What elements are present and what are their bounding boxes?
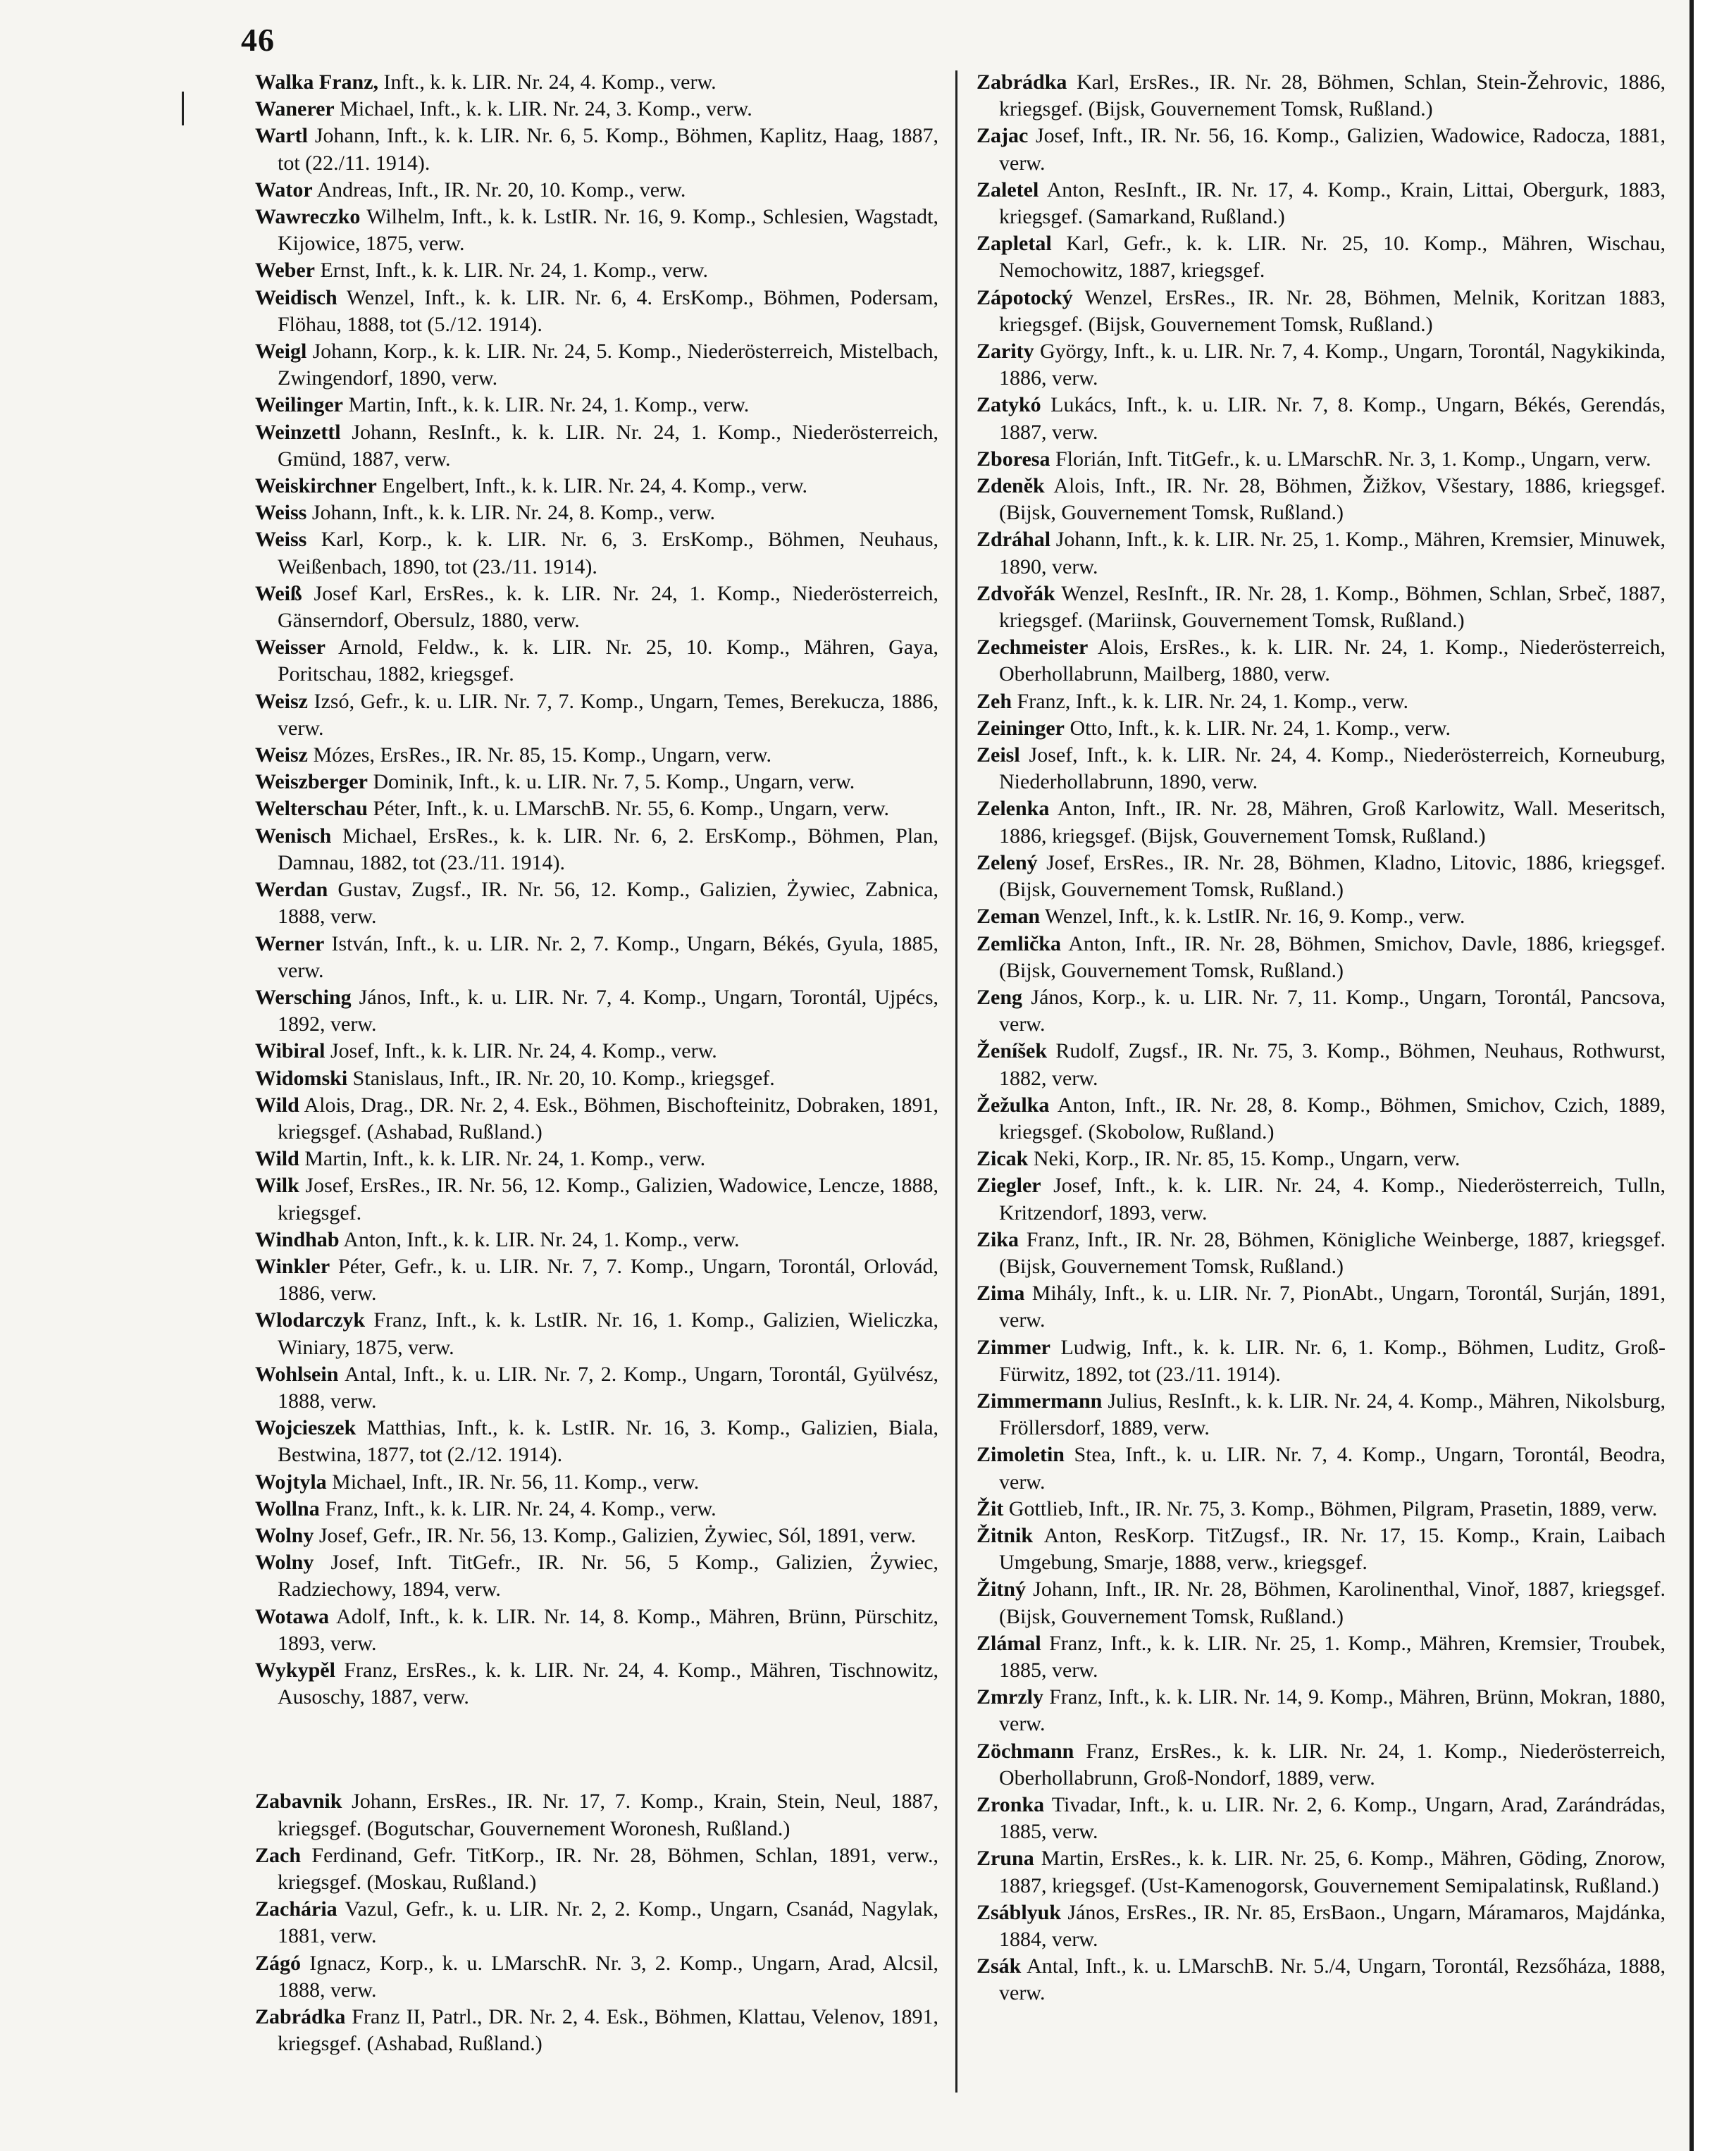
entry-details: Michael, ErsRes., k. k. LIR. Nr. 6, 2. ErsKomp., Böhmen, Plan, Damnau, 1882, tot (23./11. 1914). [278,824,938,874]
entry-details: Anton, ResInft., IR. Nr. 17, 4. Komp., Krain, Littai, Obergurk, 1883, kriegsgef. (Samarkand, Rußland.) [999,178,1666,229]
register-entry [255,1065,938,1092]
entry-surname: Zicak [976,1147,1029,1171]
entry-surname: Wilk [255,1174,299,1198]
entry-surname: Zaletel [976,178,1039,202]
entry-details: Ferdinand, Gefr. TitKorp., IR. Nr. 28, Böhmen, Schlan, 1891, verw., kriegsgef. (Moskau, Rußland.) [278,1843,939,1894]
register-entry [255,1307,938,1360]
entry-surname: Zdráhal [976,528,1051,552]
entry-details: Alois, Inft., IR. Nr. 28, Böhmen, Žižkov, Všestary, 1886, kriegsgef. (Bijsk, Gouvernement Tomsk, Rußland.) [999,474,1666,525]
register-entry [976,1684,1666,1737]
entry-details: Franz, Inft., IR. Nr. 28, Böhmen, Königliche Weinberge, 1887, kriegsgef. (Bijsk, Gouvernement Tomsk, Rußland.) [999,1227,1666,1278]
register-entry [255,688,938,742]
entry-surname: Zdvořák [976,581,1055,605]
entry-details: Inft., k. k. LIR. Nr. 24, 4. Komp., verw. [383,70,717,94]
entry-surname: Wolny [255,1551,314,1575]
entry-details: Johann, ErsRes., IR. Nr. 17, 7. Komp., Krain, Stein, Neul, 1887, kriegsgef. (Bogutschar, Gouvernement Woronesh, Rußland.) [278,1790,938,1840]
register-entry [255,1950,938,2004]
register-entry [255,285,938,338]
entry-surname: Zimmer [976,1335,1050,1359]
entry-details: Ernst, Inft., k. k. LIR. Nr. 24, 1. Komp., verw. [320,259,708,283]
entry-surname: Zelenka [976,797,1050,821]
entry-details: Franz, ErsRes., k. k. LIR. Nr. 24, 1. Komp., Niederösterreich, Oberhollabrunn, Groß-Nondorf, 1889, verw. [999,1739,1666,1790]
entry-surname: Zarity [976,340,1034,364]
entry-details: Wenzel, ResInft., IR. Nr. 28, 1. Komp., Böhmen, Schlan, Srbeč, 1887, kriegsgef. (Mariinsk, Gouvernement Tomsk, Rußland.) [999,581,1666,633]
register-entry [255,1227,938,1253]
entry-details: Anton, Inft., IR. Nr. 28, Böhmen, Smichov, Davle, 1886, kriegsgef. (Bijsk, Gouvernement Tomsk, Rußland.) [999,931,1666,982]
entry-details: Johann, Inft., k. k. LIR. Nr. 24, 8. Komp., verw. [311,501,716,525]
entry-details: Ignacz, Korp., k. u. LMarschR. Nr. 3, 2. Komp., Ungarn, Arad, Alcsil, 1888, verw. [278,1951,938,2002]
entry-surname: Wykypěl [255,1658,335,1682]
entry-details: Dominik, Inft., k. u. LIR. Nr. 7, 5. Komp., Ungarn, verw. [373,770,855,794]
entry-surname: Weigl [255,340,307,364]
register-entry [976,1442,1666,1495]
register-entry [976,931,1666,984]
entry-details: Wenzel, Inft., k. k. LIR. Nr. 6, 4. ErsKomp., Böhmen, Podersam, Flöhau, 1888, tot (5./12. 1914). [278,285,938,336]
entry-surname: Zeh [976,689,1012,713]
entry-surname: Weiss [255,501,307,525]
register-entry [255,823,938,876]
entry-surname: Weber [255,259,315,283]
entry-surname: Widomski [255,1066,348,1090]
entry-details: János, Korp., k. u. LIR. Nr. 7, 11. Komp., Ungarn, Torontál, Pancsova, verw. [999,985,1666,1036]
entry-surname: Zimoletin [976,1443,1065,1467]
entry-surname: Žitný [976,1577,1027,1601]
entry-details: Gustav, Zugsf., IR. Nr. 56, 12. Komp., Galizien, Żywiec, Zabnica, 1888, verw. [278,878,938,929]
register-entry [255,1361,938,1415]
entry-details: Anton, Inft., IR. Nr. 28, 8. Komp., Böhmen, Smichov, Czich, 1889, kriegsgef. (Skobolow, Rußland.) [999,1093,1666,1143]
entry-details: Neki, Korp., IR. Nr. 85, 15. Komp., Ungarn, verw. [1033,1147,1461,1171]
register-entry [976,688,1666,715]
section-gap [255,1711,938,1788]
entry-surname: Zeininger [976,716,1065,740]
register-entry [255,769,938,795]
register-entry [976,581,1666,634]
register-entry [976,392,1666,445]
register-entry [255,1146,938,1172]
entry-details: Péter, Gefr., k. u. LIR. Nr. 7, 7. Komp., Ungarn, Torontál, Orlovád, 1886, verw. [278,1254,938,1306]
entry-surname: Welterschau [255,797,368,821]
right-column [976,69,1666,2007]
register-entry [976,446,1666,473]
register-entry [976,69,1666,123]
entry-surname: Zach [255,1843,302,1867]
entry-surname: Wollna [255,1496,320,1520]
entry-details: Martin, Inft., k. k. LIR. Nr. 24, 1. Komp., verw. [348,393,750,417]
register-entry [255,984,938,1038]
entry-surname: Zboresa [976,447,1050,471]
entry-surname: Žit [976,1496,1004,1520]
entry-surname: Werdan [255,878,328,902]
entry-surname: Zeisl [976,743,1020,767]
entry-surname: Zöchmann [976,1739,1074,1763]
entry-surname: Zika [976,1227,1019,1251]
entry-details: György, Inft., k. u. LIR. Nr. 7, 4. Komp., Ungarn, Torontál, Nagykikinda, 1886, verw. [999,340,1666,390]
register-entry [976,1523,1666,1576]
entry-details: Franz, Inft., k. k. LIR. Nr. 25, 1. Komp., Mähren, Kremsier, Troubek, 1885, verw. [999,1631,1666,1682]
entry-details: Josef, Inft., k. k. LIR. Nr. 24, 4. Komp., verw. [330,1039,717,1063]
entry-details: Stanislaus, Inft., IR. Nr. 20, 10. Komp., kriegsgef. [352,1066,775,1090]
page-number: 46 [241,22,275,58]
register-entry [255,1469,938,1496]
entry-details: Franz, Inft., k. k. LIR. Nr. 24, 1. Komp., verw. [1017,689,1408,713]
entry-surname: Weiß [255,581,302,605]
register-entry [255,742,938,769]
entry-surname: Žitnik [976,1523,1034,1547]
register-entry [976,338,1666,392]
register-entry [976,795,1666,849]
entry-details: Josef, Inft., IR. Nr. 56, 16. Komp., Galizien, Wadowice, Radocza, 1881, verw. [999,124,1666,175]
register-entry [255,204,938,257]
entry-surname: Wator [255,178,313,202]
register-entry [976,984,1666,1038]
entry-details: Otto, Inft., k. k. LIR. Nr. 24, 1. Komp., verw. [1070,716,1451,740]
register-entry [255,1896,938,1949]
entry-surname: Walka Franz, [255,70,379,94]
entry-surname: Weilinger [255,393,343,417]
register-entry [255,473,938,500]
entry-details: Izsó, Gefr., k. u. LIR. Nr. 7, 7. Komp., Ungarn, Temes, Berekucza, 1886, verw. [278,689,938,740]
entry-details: Josef, Inft., k. k. LIR. Nr. 24, 4. Komp., Niederösterreich, Korneuburg, Niederhollabrunn, 1890, verw. [999,743,1666,794]
register-entry [255,338,938,392]
entry-details: Matthias, Inft., k. k. LstIR. Nr. 16, 3. Komp., Galizien, Biala, Bestwina, 1877, tot (2./12. 1914). [278,1416,939,1467]
entry-details: Engelbert, Inft., k. k. LIR. Nr. 24, 4. Komp., verw. [382,474,808,498]
register-entry [976,903,1666,930]
entry-details: Karl, Gefr., k. k. LIR. Nr. 25, 10. Komp., Mähren, Wischau, Nemochowitz, 1887, kriegsgef. [999,232,1666,283]
entry-details: Antal, Inft., k. u. LMarschB. Nr. 5./4, Ungarn, Torontál, Rezsőháza, 1888, verw. [999,1954,1666,2005]
register-entry [255,2004,938,2057]
entry-surname: Wersching [255,985,352,1009]
z-entries-list [255,1788,938,2057]
entry-surname: Zronka [976,1793,1045,1816]
entry-surname: Weidisch [255,285,337,309]
entry-details: Péter, Inft., k. u. LMarschB. Nr. 55, 6. Komp., Ungarn, verw. [373,797,890,821]
entry-details: Tivadar, Inft., k. u. LIR. Nr. 2, 6. Komp., Ungarn, Arad, Zarándrádas, 1885, verw. [999,1793,1666,1844]
entry-surname: Wartl [255,124,308,148]
register-entry [255,634,938,688]
entry-surname: Ziegler [976,1174,1041,1198]
entry-details: János, Inft., k. u. LIR. Nr. 7, 4. Komp., Ungarn, Torontál, Ujpécs, 1892, verw. [278,985,939,1036]
register-entry [976,742,1666,795]
entry-surname: Wlodarczyk [255,1308,366,1332]
entry-details: Wenzel, ErsRes., IR. Nr. 28, Böhmen, Melnik, Koritzan 1883, kriegsgef. (Bijsk, Gouvernement Tomsk, Rußland.) [999,285,1666,336]
register-entry [255,1842,938,1896]
register-entry [255,581,938,634]
entry-details: Arnold, Feldw., k. k. LIR. Nr. 25, 10. Komp., Mähren, Gaya, Poritschau, 1882, kriegsgef. [278,636,938,686]
register-entry [255,419,938,473]
entry-details: Julius, ResInft., k. k. LIR. Nr. 24, 4. Komp., Mähren, Nikolsburg, Fröllersdorf, 1889, verw. [999,1389,1666,1440]
register-entry [976,177,1666,230]
register-entry [255,1038,938,1065]
register-entry [255,1092,938,1146]
register-entry [976,850,1666,903]
register-entry [976,1953,1666,2007]
register-entry [976,1738,1666,1792]
entry-surname: Zimmermann [976,1389,1103,1413]
entry-surname: Weiss [255,528,307,552]
register-entry [255,526,938,580]
register-entry [976,1334,1666,1388]
entry-details: Johann, Inft., k. k. LIR. Nr. 6, 5. Komp., Böhmen, Kaplitz, Haag, 1887, tot (22./11. 1914). [278,124,939,175]
entry-surname: Zágó [255,1951,302,1975]
register-entry [976,1576,1666,1630]
entry-details: Johann, Inft., IR. Nr. 28, Böhmen, Karolinenthal, Vinoř, 1887, kriegsgef. (Bijsk, Gouvernement Tomsk, Rußland.) [999,1577,1666,1628]
register-entry [255,500,938,526]
entry-surname: Zsák [976,1954,1022,1978]
register-entry [255,1253,938,1307]
entry-details: Josef, Gefr., IR. Nr. 56, 13. Komp., Galizien, Żywiec, Sól, 1891, verw. [318,1523,916,1547]
register-entry [255,177,938,204]
entry-details: Wilhelm, Inft., k. k. LstIR. Nr. 16, 9. Komp., Schlesien, Wagstadt, Kijowice, 1875, verw. [278,205,938,256]
entry-details: Adolf, Inft., k. k. LIR. Nr. 14, 8. Komp., Mähren, Brünn, Pürschitz, 1893, verw. [278,1604,938,1655]
entry-details: Mihály, Inft., k. u. LIR. Nr. 7, PionAbt., Ungarn, Torontál, Surján, 1891, verw. [999,1282,1666,1332]
entry-details: Martin, Inft., k. k. LIR. Nr. 24, 1. Komp., verw. [304,1147,706,1171]
register-entry [976,715,1666,742]
entry-details: Gottlieb, Inft., IR. Nr. 75, 3. Komp., Böhmen, Pilgram, Prasetin, 1889, verw. [1008,1496,1658,1520]
entry-surname: Zima [976,1282,1025,1306]
entry-details: Franz, Inft., k. k. LIR. Nr. 14, 9. Komp., Mähren, Brünn, Mokran, 1880, verw. [999,1685,1666,1736]
entry-details: Johann, Inft., k. k. LIR. Nr. 25, 1. Komp., Mähren, Kremsier, Minuwek, 1890, verw. [999,528,1666,578]
entry-details: Antal, Inft., k. u. LIR. Nr. 7, 2. Komp., Ungarn, Torontál, Gyülvész, 1888, verw. [278,1362,938,1413]
register-entry [255,96,938,123]
entry-surname: Zabrádka [255,2005,346,2029]
entry-surname: Zemlička [976,931,1061,955]
register-entry [976,634,1666,688]
entry-details: Anton, ResKorp. TitZugsf., IR. Nr. 17, 15. Komp., Krain, Laibach Umgebung, Smarje, 1888, verw., kriegsgef. [999,1523,1666,1575]
entry-details: Karl, ErsRes., IR. Nr. 28, Böhmen, Schlan, Stein-Žehrovic, 1886, kriegsgef. (Bijsk, Gouvernement Tomsk, Rußland.) [999,70,1666,121]
register-entry [255,1415,938,1468]
entry-surname: Zabavnik [255,1790,342,1814]
register-entry [255,392,938,419]
register-entry [976,473,1666,526]
register-entry [976,1630,1666,1684]
register-entry [255,1172,938,1226]
entry-surname: Zatykó [976,393,1041,417]
entry-surname: Weisser [255,636,326,659]
entry-details: Karl, Korp., k. k. LIR. Nr. 6, 3. ErsKomp., Böhmen, Neuhaus, Weißenbach, 1890, tot (23./11. 1914). [278,528,938,578]
entry-surname: Wohlsein [255,1362,339,1386]
entry-surname: Weisz [255,743,308,767]
entry-details: Wenzel, Inft., k. k. LstIR. Nr. 16, 9. Komp., verw. [1044,905,1465,929]
register-entry [976,1899,1666,1953]
entry-surname: Žežulka [976,1093,1050,1117]
entry-details: Josef, ErsRes., IR. Nr. 28, Böhmen, Kladno, Litovic, 1886, kriegsgef. (Bijsk, Gouvernement Tomsk, Rußland.) [999,850,1666,902]
entry-surname: Wibiral [255,1039,326,1063]
register-entry [976,1388,1666,1442]
entry-surname: Zápotocký [976,285,1073,309]
entry-details: Franz, Inft., k. k. LIR. Nr. 24, 4. Komp., verw. [325,1496,717,1520]
register-entry [255,931,938,984]
entry-details: Lukács, Inft., k. u. LIR. Nr. 7, 8. Komp., Ungarn, Békés, Gerendás, 1887, verw. [999,393,1666,444]
entry-surname: Weinzettl [255,420,341,444]
entry-details: Mózes, ErsRes., IR. Nr. 85, 15. Komp., Ungarn, verw. [313,743,771,767]
register-entry [976,526,1666,580]
register-entry [255,1496,938,1523]
margin-mark [182,92,184,125]
entry-surname: Windhab [255,1227,340,1251]
entry-surname: Zruna [976,1847,1034,1871]
entry-details: Florián, Inft. TitGefr., k. u. LMarschR. Nr. 3, 1. Komp., Ungarn, verw. [1055,447,1651,471]
entry-surname: Weiszberger [255,770,368,794]
register-entry [976,1845,1666,1899]
entry-surname: Zabrádka [976,70,1067,94]
entry-surname: Zlámal [976,1631,1041,1655]
register-entry [976,1146,1666,1172]
entry-details: Michael, Inft., IR. Nr. 56, 11. Komp., verw. [332,1470,700,1494]
column-divider [955,70,957,2093]
register-entry [976,123,1666,176]
entry-surname: Zajac [976,124,1029,148]
entry-details: Franz, ErsRes., k. k. LIR. Nr. 24, 4. Komp., Mähren, Tischnowitz, Ausoschy, 1887, verw. [278,1658,938,1709]
entry-details: Ludwig, Inft., k. k. LIR. Nr. 6, 1. Komp., Böhmen, Luditz, Groß-Fürwitz, 1892, tot (23./11. 1914). [999,1335,1666,1386]
entry-surname: Zechmeister [976,636,1089,659]
entry-surname: Weisz [255,689,308,713]
entry-details: Alois, Drag., DR. Nr. 2, 4. Esk., Böhmen, Bischofteinitz, Dobraken, 1891, kriegsgef. (Ashabad, Rußland.) [278,1093,938,1143]
entry-details: Josef Karl, ErsRes., k. k. LIR. Nr. 24, 1. Komp., Niederösterreich, Gänserndorf, Obersulz, 1880, verw. [278,581,939,633]
entry-surname: Zapletal [976,232,1052,256]
register-entry [976,1092,1666,1146]
entry-surname: Wotawa [255,1604,329,1628]
register-entry [255,876,938,930]
register-entry [255,1788,938,1842]
entry-surname: Zeman [976,905,1040,929]
entry-surname: Winkler [255,1254,330,1278]
entry-surname: Zsáblyuk [976,1900,1062,1924]
entry-surname: Zeng [976,985,1023,1009]
entry-surname: Wawreczko [255,205,361,229]
register-entry [255,795,938,822]
entry-details: Franz II, Patrl., DR. Nr. 2, 4. Esk., Böhmen, Klattau, Velenov, 1891, kriegsgef. (Ashabad, Rußland.) [278,2005,939,2056]
entry-details: János, ErsRes., IR. Nr. 85, ErsBaon., Ungarn, Máramaros, Majdánka, 1884, verw. [999,1900,1666,1952]
entry-surname: Zdeněk [976,474,1045,498]
entry-details: Stea, Inft., k. u. LIR. Nr. 7, 4. Komp., Ungarn, Torontál, Beodra, verw. [999,1443,1666,1494]
entry-details: Rudolf, Zugsf., IR. Nr. 75, 3. Komp., Böhmen, Neuhaus, Rothwurst, 1882, verw. [999,1039,1666,1090]
entry-details: Vazul, Gefr., k. u. LIR. Nr. 2, 2. Komp., Ungarn, Csanád, Nagylak, 1881, verw. [278,1897,938,1948]
register-entry [255,1549,938,1603]
register-entry [976,1280,1666,1334]
entry-surname: Wanerer [255,97,335,121]
register-entry [976,1792,1666,1845]
entry-details: Anton, Inft., k. k. LIR. Nr. 24, 1. Komp., verw. [343,1227,740,1251]
entry-details: Anton, Inft., IR. Nr. 28, Mähren, Groß Karlowitz, Wall. Meseritsch, 1886, kriegsgef. (Bijsk, Gouvernement Tomsk, Rußland.) [999,797,1666,848]
entry-surname: Wojtyla [255,1470,327,1494]
entry-details: Martin, ErsRes., k. k. LIR. Nr. 25, 6. Komp., Mähren, Göding, Znorow, 1887, kriegsgef. (Ust-Kamenogorsk, Gouvernement Semipalatinsk, Rußland.) [999,1847,1666,1897]
entry-details: Michael, Inft., k. k. LIR. Nr. 24, 3. Komp., verw. [340,97,752,121]
page-edge [1690,0,1736,2151]
register-entry [255,257,938,284]
entry-surname: Wenisch [255,824,332,848]
entry-details: Josef, Inft., k. k. LIR. Nr. 24, 4. Komp., Niederösterreich, Tulln, Kritzendorf, 1893, verw. [999,1174,1666,1225]
register-entry [255,1604,938,1657]
entry-surname: Wolny [255,1523,314,1547]
register-entry [255,1523,938,1549]
register-entry [976,230,1666,284]
entry-details: Johann, ResInft., k. k. LIR. Nr. 24, 1. Komp., Niederösterreich, Gmünd, 1887, verw. [278,420,938,471]
register-entry [255,123,938,176]
entry-surname: Zachária [255,1897,337,1921]
entry-surname: Ženíšek [976,1039,1048,1063]
entry-surname: Zmrzly [976,1685,1043,1709]
entry-details: Andreas, Inft., IR. Nr. 20, 10. Komp., verw. [316,178,686,202]
register-entry [976,1038,1666,1091]
left-column [255,69,938,2057]
register-entry [976,1172,1666,1226]
entry-surname: Wojcieszek [255,1416,356,1440]
entry-details: Johann, Korp., k. k. LIR. Nr. 24, 5. Komp., Niederösterreich, Mistelbach, Zwingendorf, 1890, verw. [278,340,939,390]
entry-details: Josef, Inft. TitGefr., IR. Nr. 56, 5 Komp., Galizien, Żywiec, Radziechowy, 1894, verw. [278,1551,939,1601]
right-entries-list [976,69,1666,2007]
w-entries-list [255,69,938,1711]
register-entry [255,1657,938,1711]
entry-surname: Wild [255,1147,299,1171]
entry-surname: Wild [255,1093,299,1117]
register-entry [255,69,938,96]
entry-details: Alois, ErsRes., k. k. LIR. Nr. 24, 1. Komp., Niederösterreich, Oberhollabrunn, Mailberg, 1880, verw. [999,636,1666,686]
register-entry [976,285,1666,338]
register-entry [976,1227,1666,1280]
entry-surname: Zelený [976,850,1038,874]
entry-details: István, Inft., k. u. LIR. Nr. 2, 7. Komp., Ungarn, Békés, Gyula, 1885, verw. [278,931,938,982]
register-entry [976,1496,1666,1523]
entry-details: Josef, ErsRes., IR. Nr. 56, 12. Komp., Galizien, Wadowice, Lencze, 1888, kriegsgef. [278,1174,938,1225]
entry-details: Franz, Inft., k. k. LstIR. Nr. 16, 1. Komp., Galizien, Wieliczka, Winiary, 1875, verw. [278,1308,939,1359]
entry-surname: Weiskirchner [255,474,377,498]
entry-surname: Werner [255,931,325,955]
